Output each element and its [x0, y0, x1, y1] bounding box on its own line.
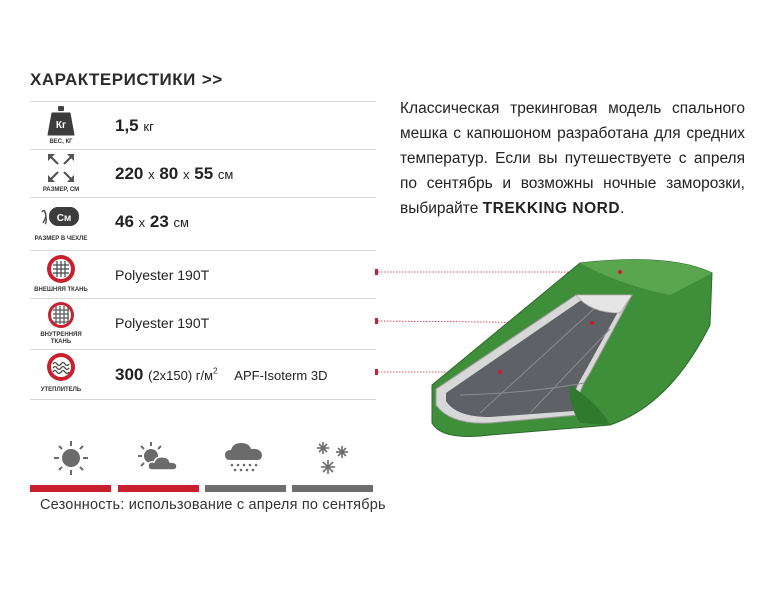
section-title-text: ХАРАКТЕРИСТИКИ [30, 70, 196, 89]
season-caption: Сезонность: использование с апреля по сентябрь [40, 497, 386, 513]
packed-length: 46 [115, 212, 134, 231]
packed-sep: х [138, 215, 146, 230]
packed-unit: см [173, 215, 189, 230]
size-length: 220 [115, 164, 144, 183]
description-brand: TREKKING NORD [482, 200, 621, 217]
weight-unit: кг [143, 119, 154, 134]
spec-caption-size: РАЗМЕР, СМ [42, 187, 80, 193]
spec-row-weight [30, 101, 376, 150]
insulation-detail: (2x150) г/м [148, 368, 214, 383]
size-unit: см [217, 167, 234, 182]
spec-row-outer-fabric [30, 250, 376, 299]
sleeping-bag-illustration [370, 255, 730, 445]
sun-cloud-icon [136, 440, 182, 476]
spec-row-inner-fabric [30, 298, 376, 347]
spec-caption-inner-line2: ТКАНЬ [50, 339, 72, 345]
spec-row-packed-size [30, 197, 376, 246]
insulation-sup: 2 [213, 366, 218, 376]
description-end: . [620, 200, 625, 217]
size-width: 80 [159, 164, 179, 183]
spec-row-insulation [30, 349, 376, 400]
packed-icon-label: См [56, 213, 72, 224]
weight-icon-label: Кг [55, 120, 67, 131]
description-text: Классическая трекинговая модель спального мешка с капюшоном разработана для средних температур. Если вы путешествуете с апреля по сентябрь и возможны ночные заморозки, выбирайте [400, 100, 745, 217]
size-sep-2: х [183, 167, 190, 182]
season-bar-2 [118, 485, 199, 492]
spec-value-packed [115, 212, 189, 232]
weight-number: 1,5 [115, 116, 139, 135]
insulation-weight: 300 [115, 365, 144, 384]
season-bar-1 [30, 485, 111, 492]
spec-caption-outer: ВНЕШНЯЯ ТКАНЬ [34, 287, 88, 293]
snowflakes-icon [314, 440, 354, 476]
spec-caption-inner [30, 332, 92, 346]
spec-value-inner: Polyester 190T [115, 315, 210, 331]
section-title [30, 70, 223, 90]
section-title-arrows: >> [201, 70, 223, 89]
spec-caption-insulation: УТЕПЛИТЕЛЬ [40, 387, 82, 393]
spec-caption-inner-line1: ВНУТРЕННЯЯ [40, 332, 82, 338]
size-height: 55 [194, 164, 214, 183]
packed-width: 23 [149, 212, 169, 231]
spec-value-size [115, 164, 233, 184]
rain-cloud-icon [222, 440, 268, 476]
season-bar-3 [205, 485, 286, 492]
spec-caption-packed: РАЗМЕР В ЧЕХЛЕ [34, 236, 88, 242]
product-description [400, 96, 745, 221]
sun-icon [53, 440, 89, 476]
spec-caption-weight: ВЕС, КГ [49, 139, 73, 145]
spec-value-weight [115, 116, 154, 136]
insulation-material: APF-Isoterm 3D [234, 368, 328, 383]
season-bar-4 [292, 485, 373, 492]
size-sep-1: х [148, 167, 155, 182]
spec-row-size [30, 149, 376, 198]
spec-value-outer: Polyester 190T [115, 267, 210, 283]
spec-value-insulation [115, 365, 327, 385]
